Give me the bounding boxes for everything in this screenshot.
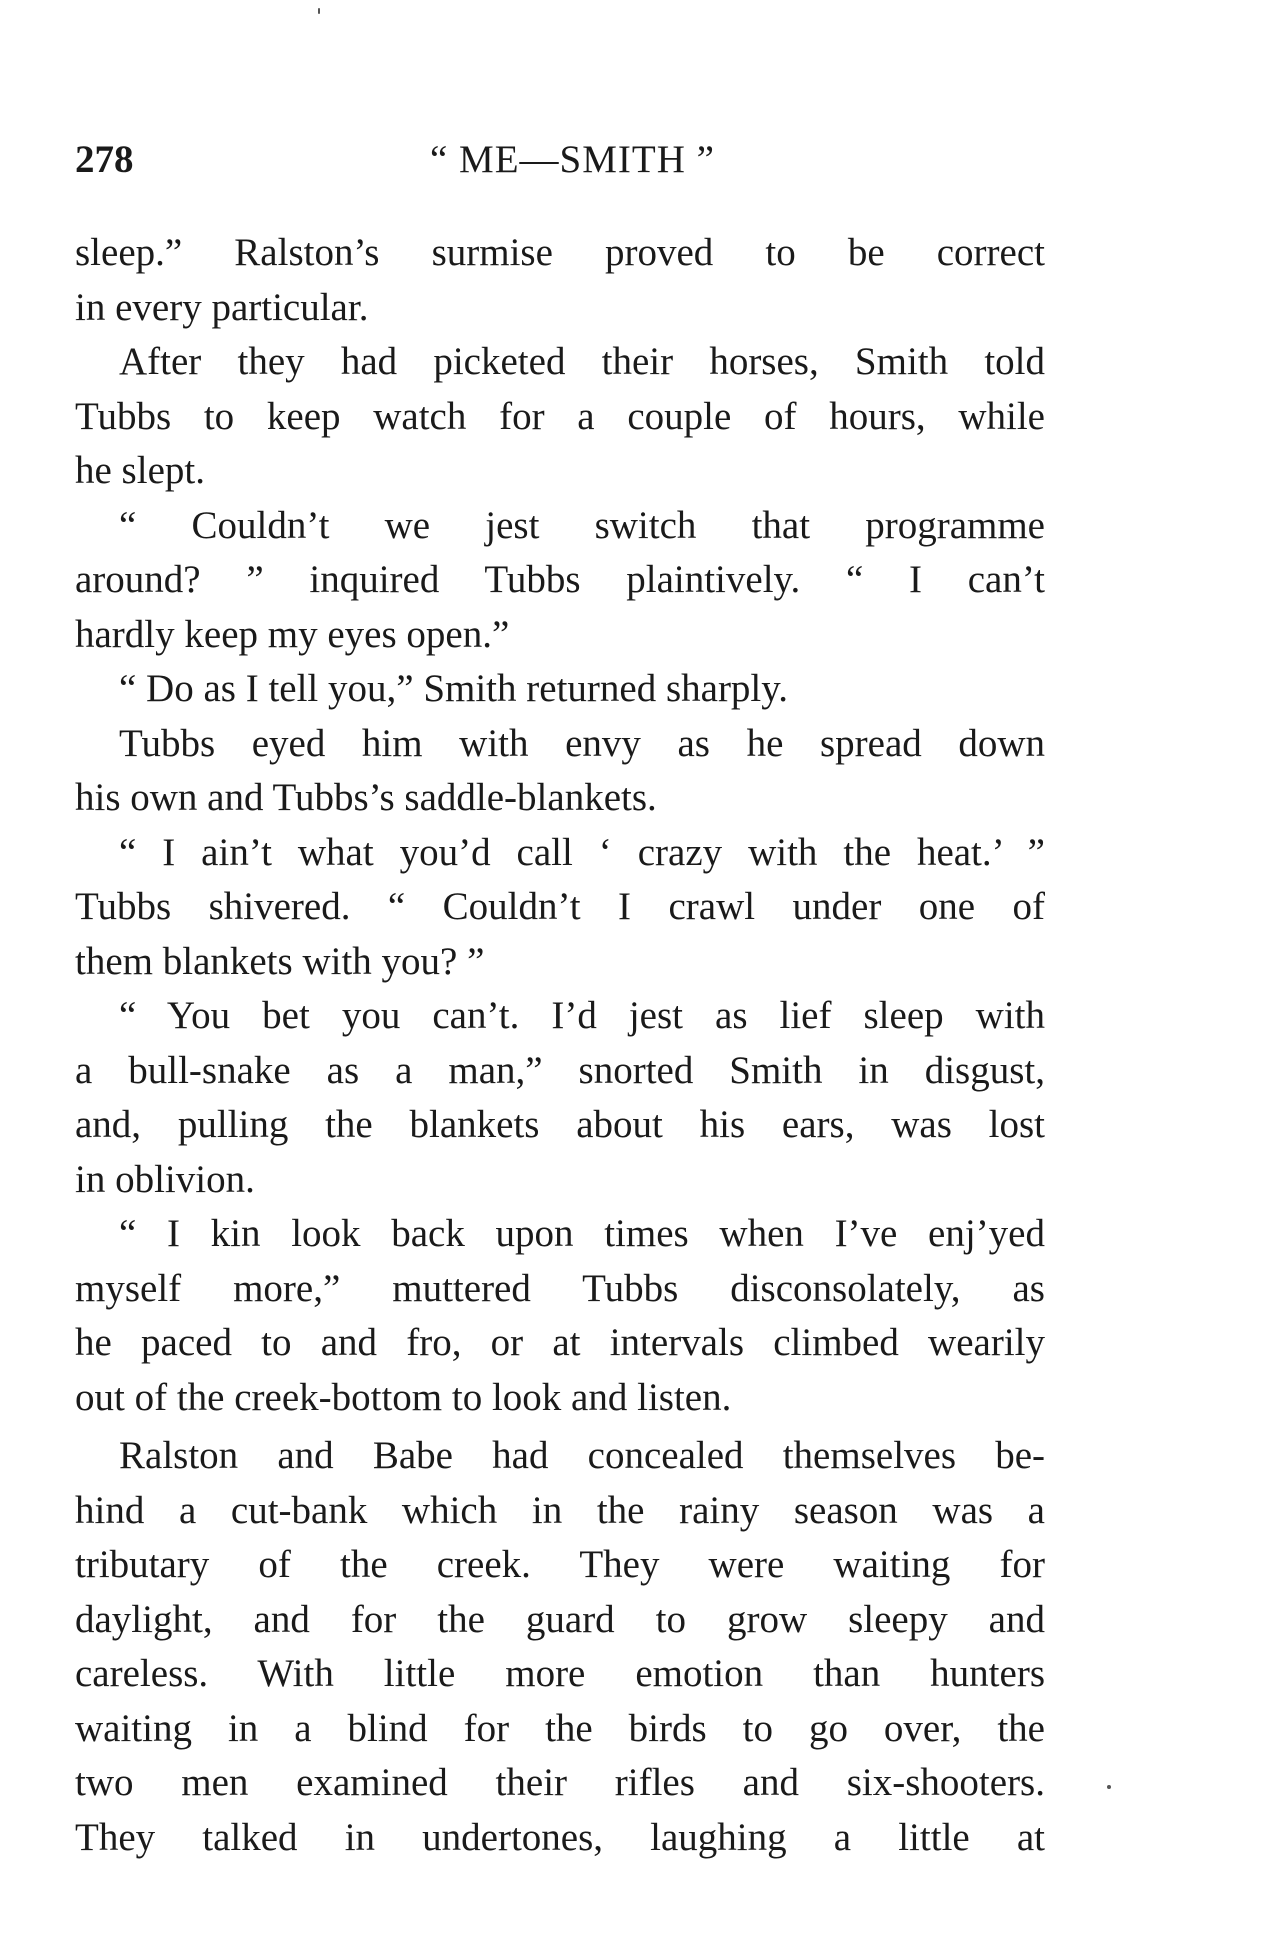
text-line: hardly keep my eyes open.” xyxy=(75,612,510,656)
text-line: “ You bet you can’t. I’d jest as lief sleep with xyxy=(119,994,1045,1037)
body-text xyxy=(75,226,1045,1865)
text-line: out of the creek-bottom to look and listen. xyxy=(75,1375,732,1419)
text-line: “ I kin look back upon times when I’ve enj’yed xyxy=(119,1212,1045,1255)
text-line: daylight, and for the guard to grow sleepy and xyxy=(75,1597,1045,1641)
text-line: and, pulling the blankets about his ears, was lost xyxy=(75,1103,1045,1146)
text-line: waiting in a blind for the birds to go over, the xyxy=(75,1706,1045,1750)
text-line: myself more,” muttered Tubbs disconsolately, as xyxy=(75,1266,1045,1310)
text-line: Tubbs eyed him with envy as he spread down xyxy=(119,721,1045,765)
text-line: around? ” inquired Tubbs plaintively. “ I can’t xyxy=(75,558,1045,601)
text-line: he slept. xyxy=(75,449,205,492)
text-line: “ I ain’t what you’d call ‘ crazy with the heat.’ ” xyxy=(119,830,1045,874)
text-line: tributary of the creek. They were waiting for xyxy=(75,1543,1045,1586)
text-line: in oblivion. xyxy=(75,1157,255,1201)
text-line: sleep.” Ralston’s surmise proved to be correct xyxy=(75,231,1045,274)
text-line: After they had picketed their horses, Smith told xyxy=(119,340,1045,383)
print-speck xyxy=(318,8,320,14)
text-line: hind a cut-bank which in the rainy season was a xyxy=(75,1488,1045,1532)
text-line: “ Do as I tell you,” Smith returned sharply. xyxy=(119,667,788,710)
text-line: Ralston and Babe had concealed themselves be- xyxy=(119,1434,1045,1477)
text-line: Tubbs to keep watch for a couple of hours, while xyxy=(75,394,1045,438)
running-header xyxy=(75,130,1045,190)
text-line: “ Couldn’t we jest switch that programme xyxy=(119,503,1045,547)
running-title: “ ME—SMITH ” xyxy=(430,138,715,181)
text-line: two men examined their rifles and six-shooters. xyxy=(75,1761,1045,1804)
text-line: careless. With little more emotion than hunters xyxy=(75,1652,1045,1695)
text-line: them blankets with you? ” xyxy=(75,939,485,983)
text-line: he paced to and fro, or at intervals climbed wearily xyxy=(75,1321,1045,1364)
print-speck xyxy=(1107,1785,1111,1789)
text-line: Tubbs shivered. “ Couldn’t I crawl under one of xyxy=(75,885,1045,928)
text-line: a bull-snake as a man,” snorted Smith in disgust, xyxy=(75,1048,1045,1092)
text-line: They talked in undertones, laughing a little at xyxy=(75,1815,1045,1859)
text-line: his own and Tubbs’s saddle-blankets. xyxy=(75,776,657,819)
page-number: 278 xyxy=(75,138,134,181)
text-line: in every particular. xyxy=(75,285,369,329)
